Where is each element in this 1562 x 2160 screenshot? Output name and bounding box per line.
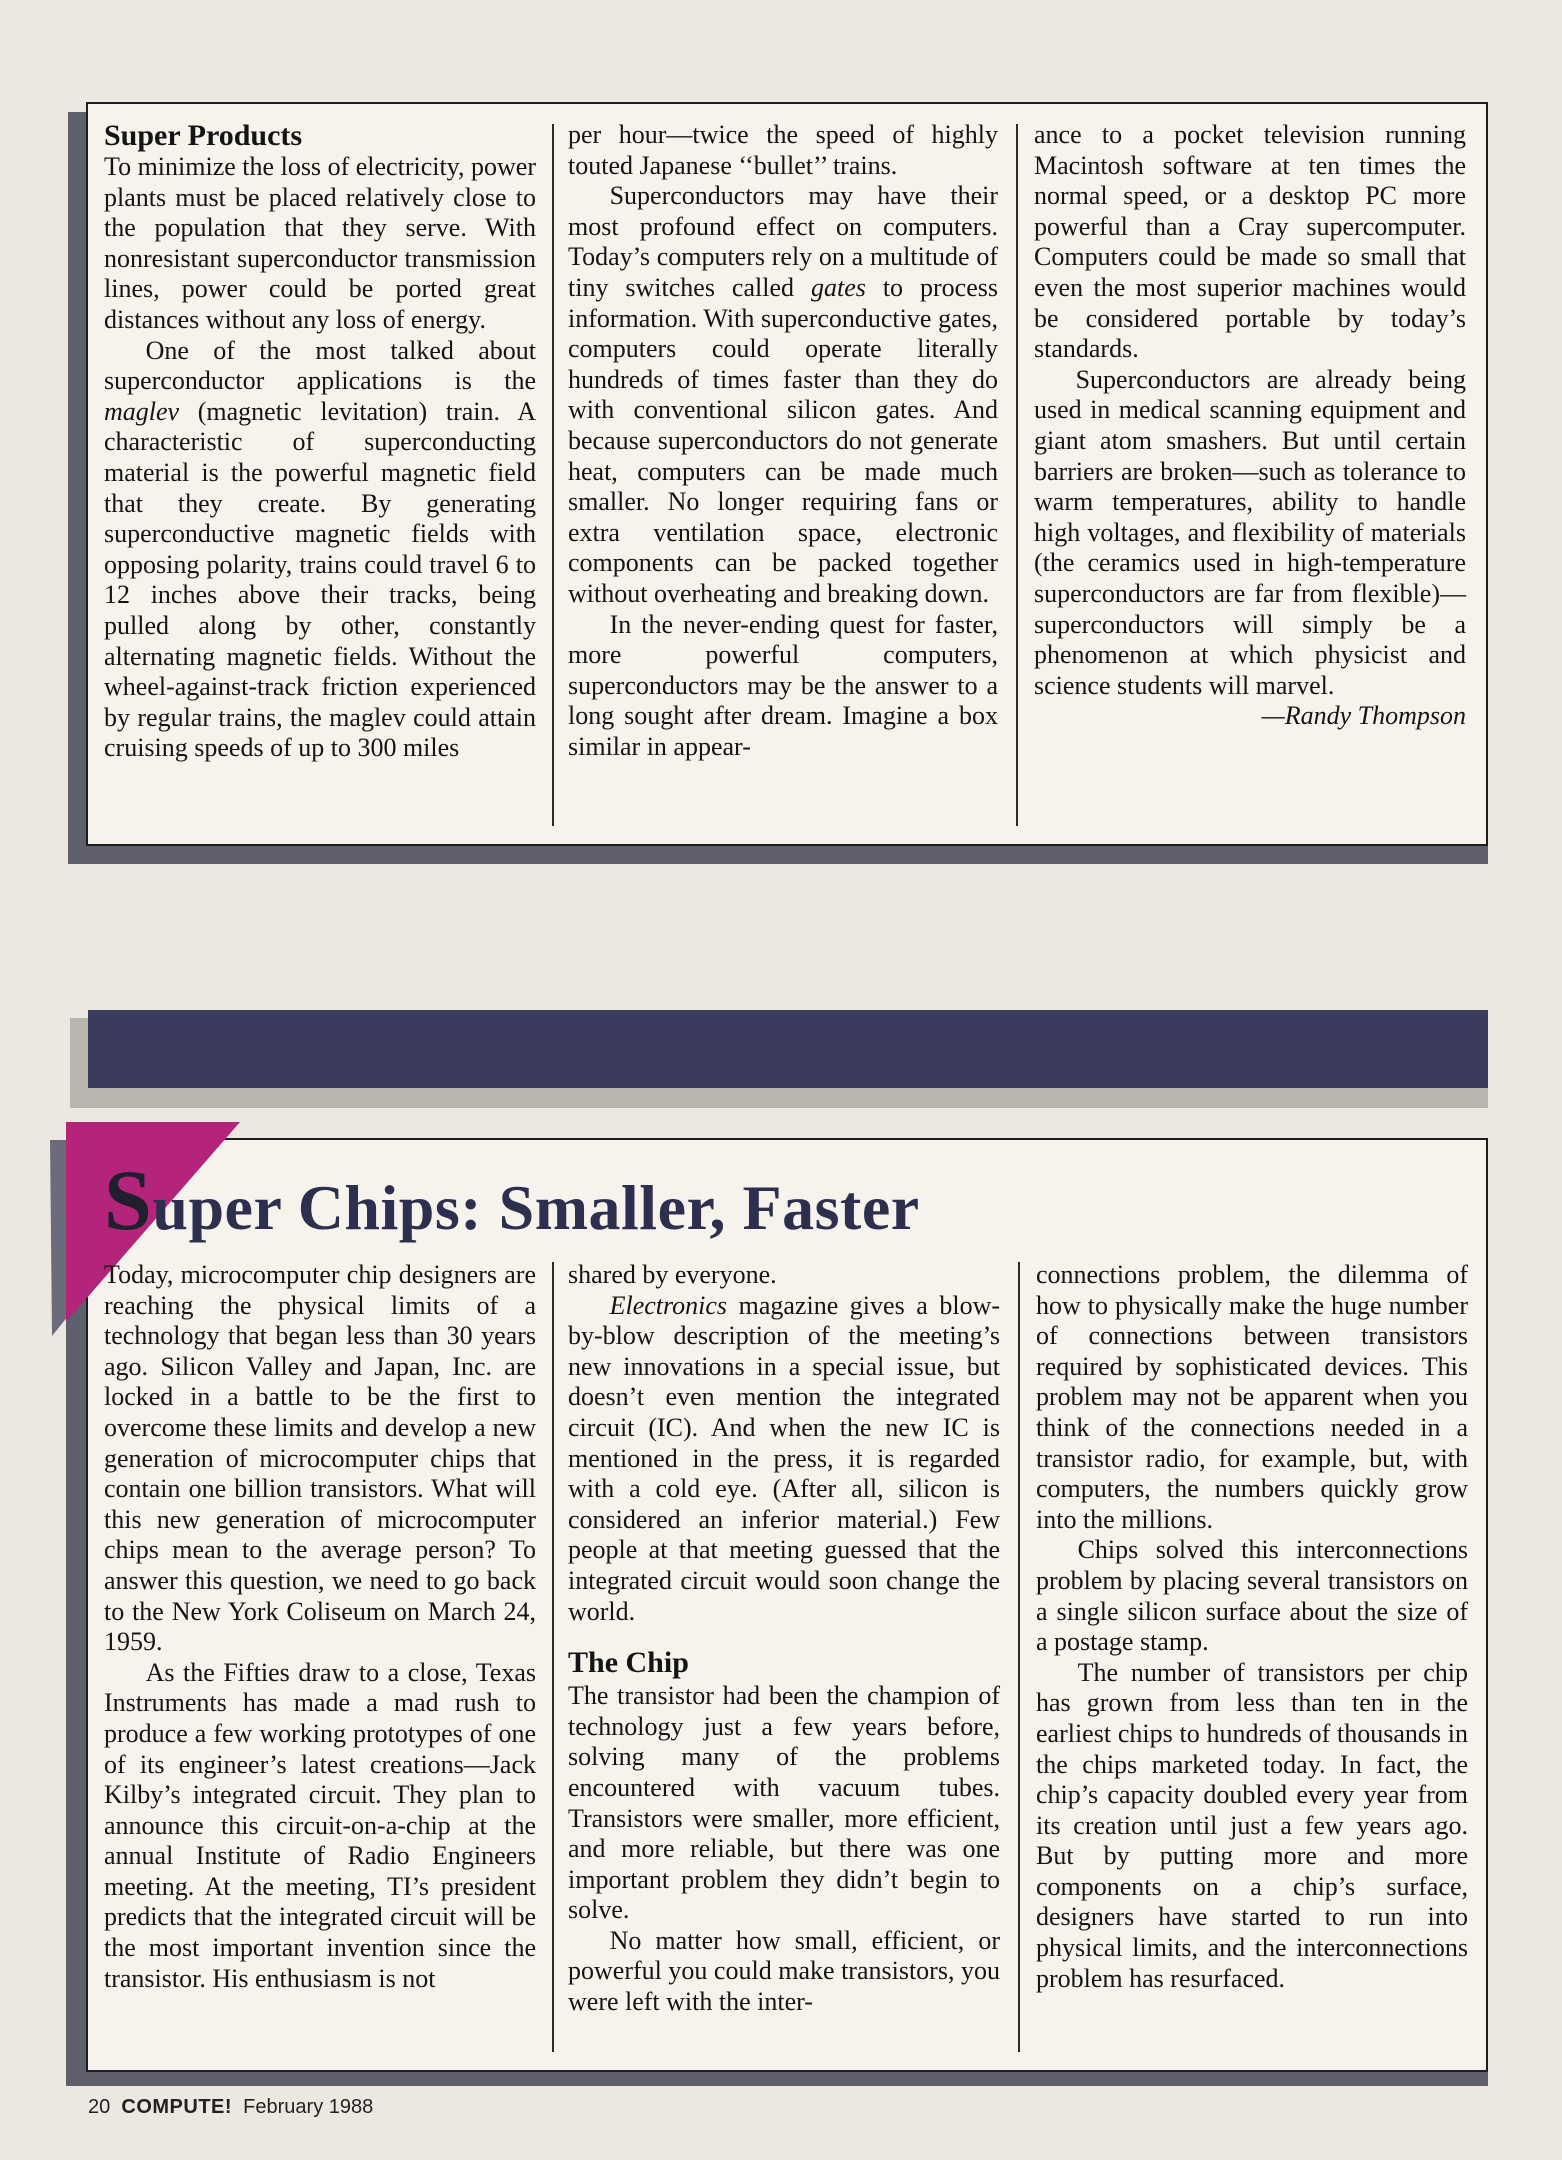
sidebar-italic-term: maglev xyxy=(104,396,180,426)
article-col-1 xyxy=(104,1260,536,1994)
article-col-2 xyxy=(568,1260,1000,2018)
article-paragraph: No matter how small, efficient, or powerful you could make transistors, you were left with the inter- xyxy=(568,1925,1000,2017)
sidebar-paragraph: Superconductors may have their most profound effect on computers. Today’s computers rely on a multitude of tiny switches called gates to process information. With superconductive gates, computers could operate literally hundreds of times faster than they do with conventional silicon gates. And because superconductors do not generate heat, computers can be made much smaller. No longer requiring fans or extra ventilation space, electronic components can be packed together without overheating and breaking down. xyxy=(568,181,998,608)
sidebar-paragraph: In the never-ending quest for faster, more powerful computers, superconductors may be the answer to a long sought after dream. Imagine a box similar in appear- xyxy=(568,609,998,761)
article-paragraph: As the Fifties draw to a close, Texas Instruments has made a mad rush to produce a few working prototypes of one of its engineer’s latest creations—Jack Kilby’s integrated circuit. They plan to announce this circuit-on-a-chip at the annual Institute of Radio Engineers meeting. At the meeting, TI’s president predicts that the integrated circuit will be the most important invention since the transistor. His enthusiasm is not xyxy=(104,1657,536,1993)
article-paragraph: The number of transistors per chip has grown from less than ten in the earliest chips to hundreds of thousands in the chips marketed today. In fact, the chip’s capacity doubled every year from its creation until just a few years ago. But by putting more and more components on a chip’s surface, designers have started to run into physical limits, and the interconnections problem has resurfaced. xyxy=(1036,1657,1468,1993)
article-subheading: The Chip xyxy=(568,1646,689,1680)
article-column-rule xyxy=(1018,1262,1020,2052)
sidebar-paragraph: One of the most talked about superconductor applications is the maglev (magnetic levitation) train. A characteristic of superconducting material is the powerful magnetic field that they create. By generating superconductive magnetic fields with opposing polarity, trains could travel 6 to 12 inches above their tracks, being pulled along by other, constantly alternating magnetic fields. Without the wheel-against-track friction experienced by regular trains, the maglev could attain cruising speeds of up to 300 miles xyxy=(104,335,536,763)
sidebar-signature: —Randy Thompson xyxy=(1261,701,1466,731)
page-footer xyxy=(88,2096,373,2119)
sidebar-paragraph: To minimize the loss of electricity, power plants must be placed relatively close to the population that they serve. With nonresistant superconductor transmission lines, power could be ported great distances without any loss of energy. xyxy=(104,152,536,334)
article-title xyxy=(104,1150,920,1250)
article-italic-term: Electronics xyxy=(609,1290,728,1320)
sidebar-italic-term: gates xyxy=(810,272,866,302)
magazine-name: COMPUTE! xyxy=(121,2096,233,2118)
article-column-rule xyxy=(552,1262,554,2052)
article-paragraph: shared by everyone. xyxy=(568,1260,777,1289)
sidebar-paragraph: ance to a pocket television running Macintosh software at ten times the normal speed, or a desktop PC more powerful than a Cray supercomputer. Computers could be made so small that even the most superior machines would be considered portable by today’s standards. xyxy=(1034,120,1466,364)
article-paragraph: Today, microcomputer chip designers are reaching the physical limits of a technology that began less than 30 years ago. Silicon Valley and Japan, Inc. are locked in a battle to be the first to overcome these limits and develop a new generation of microcomputer chips that contain one billion transistors. What will this new generation of microcomputer chips mean to the average person? To answer this question, we need to go back to the New York Coliseum on March 24, 1959. xyxy=(104,1260,536,1657)
issue-date: February 1988 xyxy=(243,2096,374,2118)
article-paragraph: connections problem, the dilemma of how to physically make the huge number of connections between transistors required by sophisticated devices. This problem may not be apparent when you think of the connections needed in a transistor radio, for example, but, with computers, the numbers quickly grow into the millions. xyxy=(1036,1260,1468,1534)
article-paragraph: Chips solved this interconnections problem by placing several transistors on a single silicon surface about the size of a postage stamp. xyxy=(1036,1535,1468,1657)
article-paragraph: The transistor had been the champion of technology just a few years before, solving many of the problems encountered with vacuum tubes. Transistors were smaller, more efficient, and more reliable, but there was one important problem they didn’t begin to solve. xyxy=(568,1681,1000,1925)
title-initial: S xyxy=(104,1152,153,1248)
article-paragraph: Electronics magazine gives a blow-by-blow description of the meeting’s new innovations in a special issue, but doesn’t even mention the integrated circuit (IC). And when the new IC is mentioned in the press, it is regarded with a cold eye. (After all, silicon is considered an inferior material.) Few people at that meeting guessed that the integrated circuit would soon change the world. xyxy=(568,1290,1001,1626)
sidebar-paragraph: Superconductors are already being used in medical scanning equipment and giant atom smashers. But until certain barriers are broken—such as tolerance to warm temperatures, ability to handle high voltages, and flexibility of materials (the ceramics used in high-temperature superconductors are far from flexible)—superconductors will simply be a phenomenon at which physicist and science students will marvel. xyxy=(1034,364,1466,700)
sidebar-paragraph: per hour—twice the speed of highly touted Japanese ‘‘bullet’’ trains. xyxy=(568,120,998,180)
title-rest: uper Chips: Smaller, Faster xyxy=(152,1172,920,1243)
article-col-3 xyxy=(1036,1260,1468,1994)
sidebar-heading: Super Products xyxy=(104,119,303,152)
page-number: 20 xyxy=(88,2096,111,2118)
